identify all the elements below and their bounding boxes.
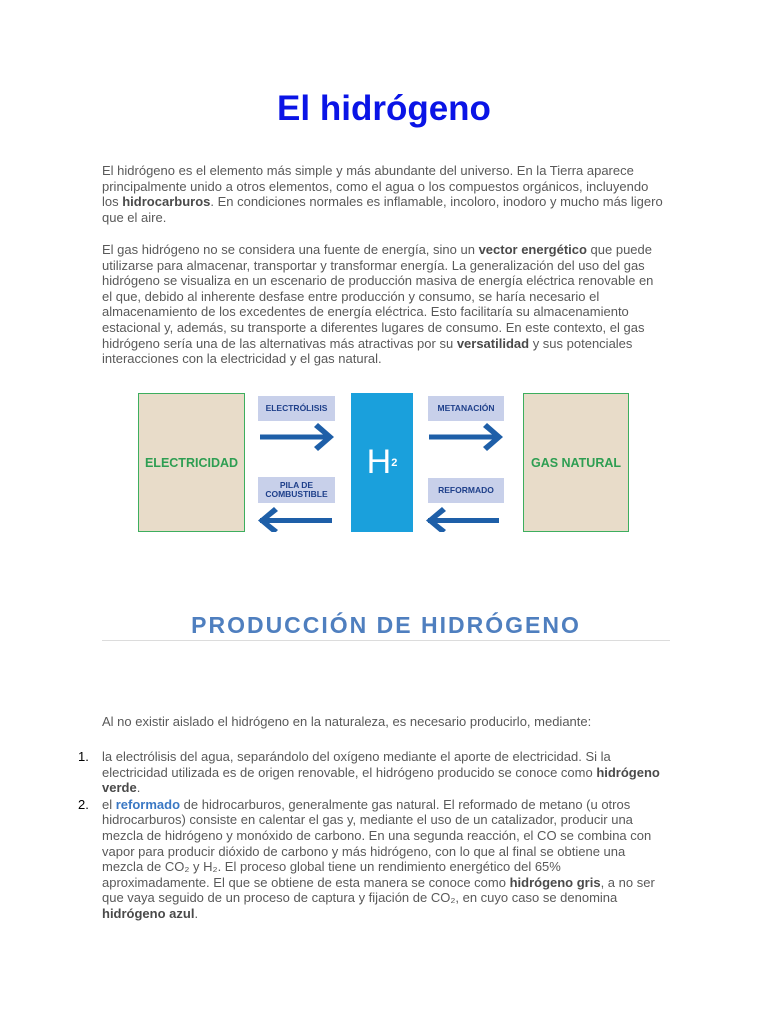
- page-title: El hidrógeno: [277, 89, 491, 128]
- production-intro: Al no existir aislado el hidrógeno en la naturaleza, es necesario producirlo, mediante:: [102, 714, 592, 729]
- hydrogen-diagram: [138, 391, 630, 532]
- text: que puede utilizarse para almacenar, transportar y transformar energía. La generalización del uso del gas hidrógeno se visualiza en un escenario de producción masiva de energía eléctrica renovable en el que, debido al inherente desfase entre producción y consumo, se haría necesario el almacenamiento de los excedentes de energía eléctrica. Esto facilitaría su almacenamiento estacional y, además, su transporte a diferentes lugares de consumo. En este contexto, el gas hidrógeno sería una de las alternativas más atractivas por su: [102, 242, 654, 351]
- label-text: METANACIÓN: [437, 402, 495, 413]
- text: , a no ser que vaya seguido de un proceso de captura y fijación de CO₂, en cuyo caso se denomina: [102, 874, 655, 906]
- section-divider: [102, 640, 670, 641]
- label-text: REFORMADO: [438, 484, 494, 495]
- text: El gas hidrógeno no se considera una fuente de energía, sino un: [102, 242, 479, 257]
- text: de hidrocarburos, generalmente gas natural. El reformado de metano (u otros hidrocarburos) consiste en calentar el gas y, mediante el uso de un catalizador, producir una mezcla de hidrógeno y monóxido de carbono. En una segunda reacción, el CO se combina con vapor para producir dióxido de carbono y más hidrógeno, con lo que al final se obtiene una mezcla de CO₂ y H₂. El proceso global tiene un rendimiento energético del 65% aproximadamente. El que se obtiene de esta manera se conoce como: [102, 796, 652, 890]
- arrow-left-icon: [258, 507, 332, 532]
- arrow-right-icon: [260, 423, 334, 451]
- bold-term: vector energético: [478, 242, 587, 257]
- bold-term: hidrocarburos: [122, 194, 211, 210]
- hydrogen-symbol: H: [366, 443, 392, 481]
- text: .: [194, 905, 199, 921]
- list-item: [78, 749, 664, 796]
- text: el: [102, 796, 116, 812]
- text: .: [136, 780, 141, 796]
- text: El hidrógeno es el elemento más simple y más abundante del universo. En la Tierra aparece principalmente unido a otros elementos, como el agua o los compuestos orgánicos, incluyendo los: [102, 163, 649, 210]
- text: y sus potenciales interacciones con la electricidad y el gas natural.: [102, 335, 633, 367]
- list-item: [78, 796, 664, 922]
- label-text: PILA DE COMBUSTIBLE: [265, 479, 328, 499]
- list-number: 2.: [78, 796, 89, 812]
- intro-paragraph: [102, 163, 666, 225]
- diagram-arrows: [138, 391, 630, 532]
- bold-term: hidrógeno gris: [509, 874, 601, 890]
- production-methods-list: [78, 749, 664, 923]
- hydrogen-subscript: 2: [391, 456, 398, 469]
- energy-vector-paragraph: [102, 242, 666, 367]
- arrow-right-icon: [429, 423, 503, 451]
- natural-gas-label: GAS NATURAL: [530, 455, 622, 470]
- text: la electrólisis del agua, separándolo del oxígeno mediante el aporte de electricidad. Si la electricidad utilizada es de origen renovable, el hidrógeno producido se conoce como: [102, 749, 611, 780]
- section-title: PRODUCCIÓN DE HIDRÓGENO: [191, 612, 581, 638]
- list-number: 1.: [78, 749, 89, 764]
- reformado-link[interactable]: reformado: [115, 796, 181, 812]
- electricity-label: ELECTRICIDAD: [144, 455, 239, 470]
- label-text: ELECTRÓLISIS: [265, 402, 328, 413]
- bold-term: hidrógeno azul: [102, 905, 195, 921]
- bold-term: versatilidad: [456, 335, 530, 351]
- bold-term: hidrógeno verde: [102, 764, 660, 796]
- arrow-left-icon: [426, 507, 499, 532]
- text: . En condiciones normales es inflamable, incoloro, inodoro y mucho más ligero que el aire.: [102, 194, 663, 225]
